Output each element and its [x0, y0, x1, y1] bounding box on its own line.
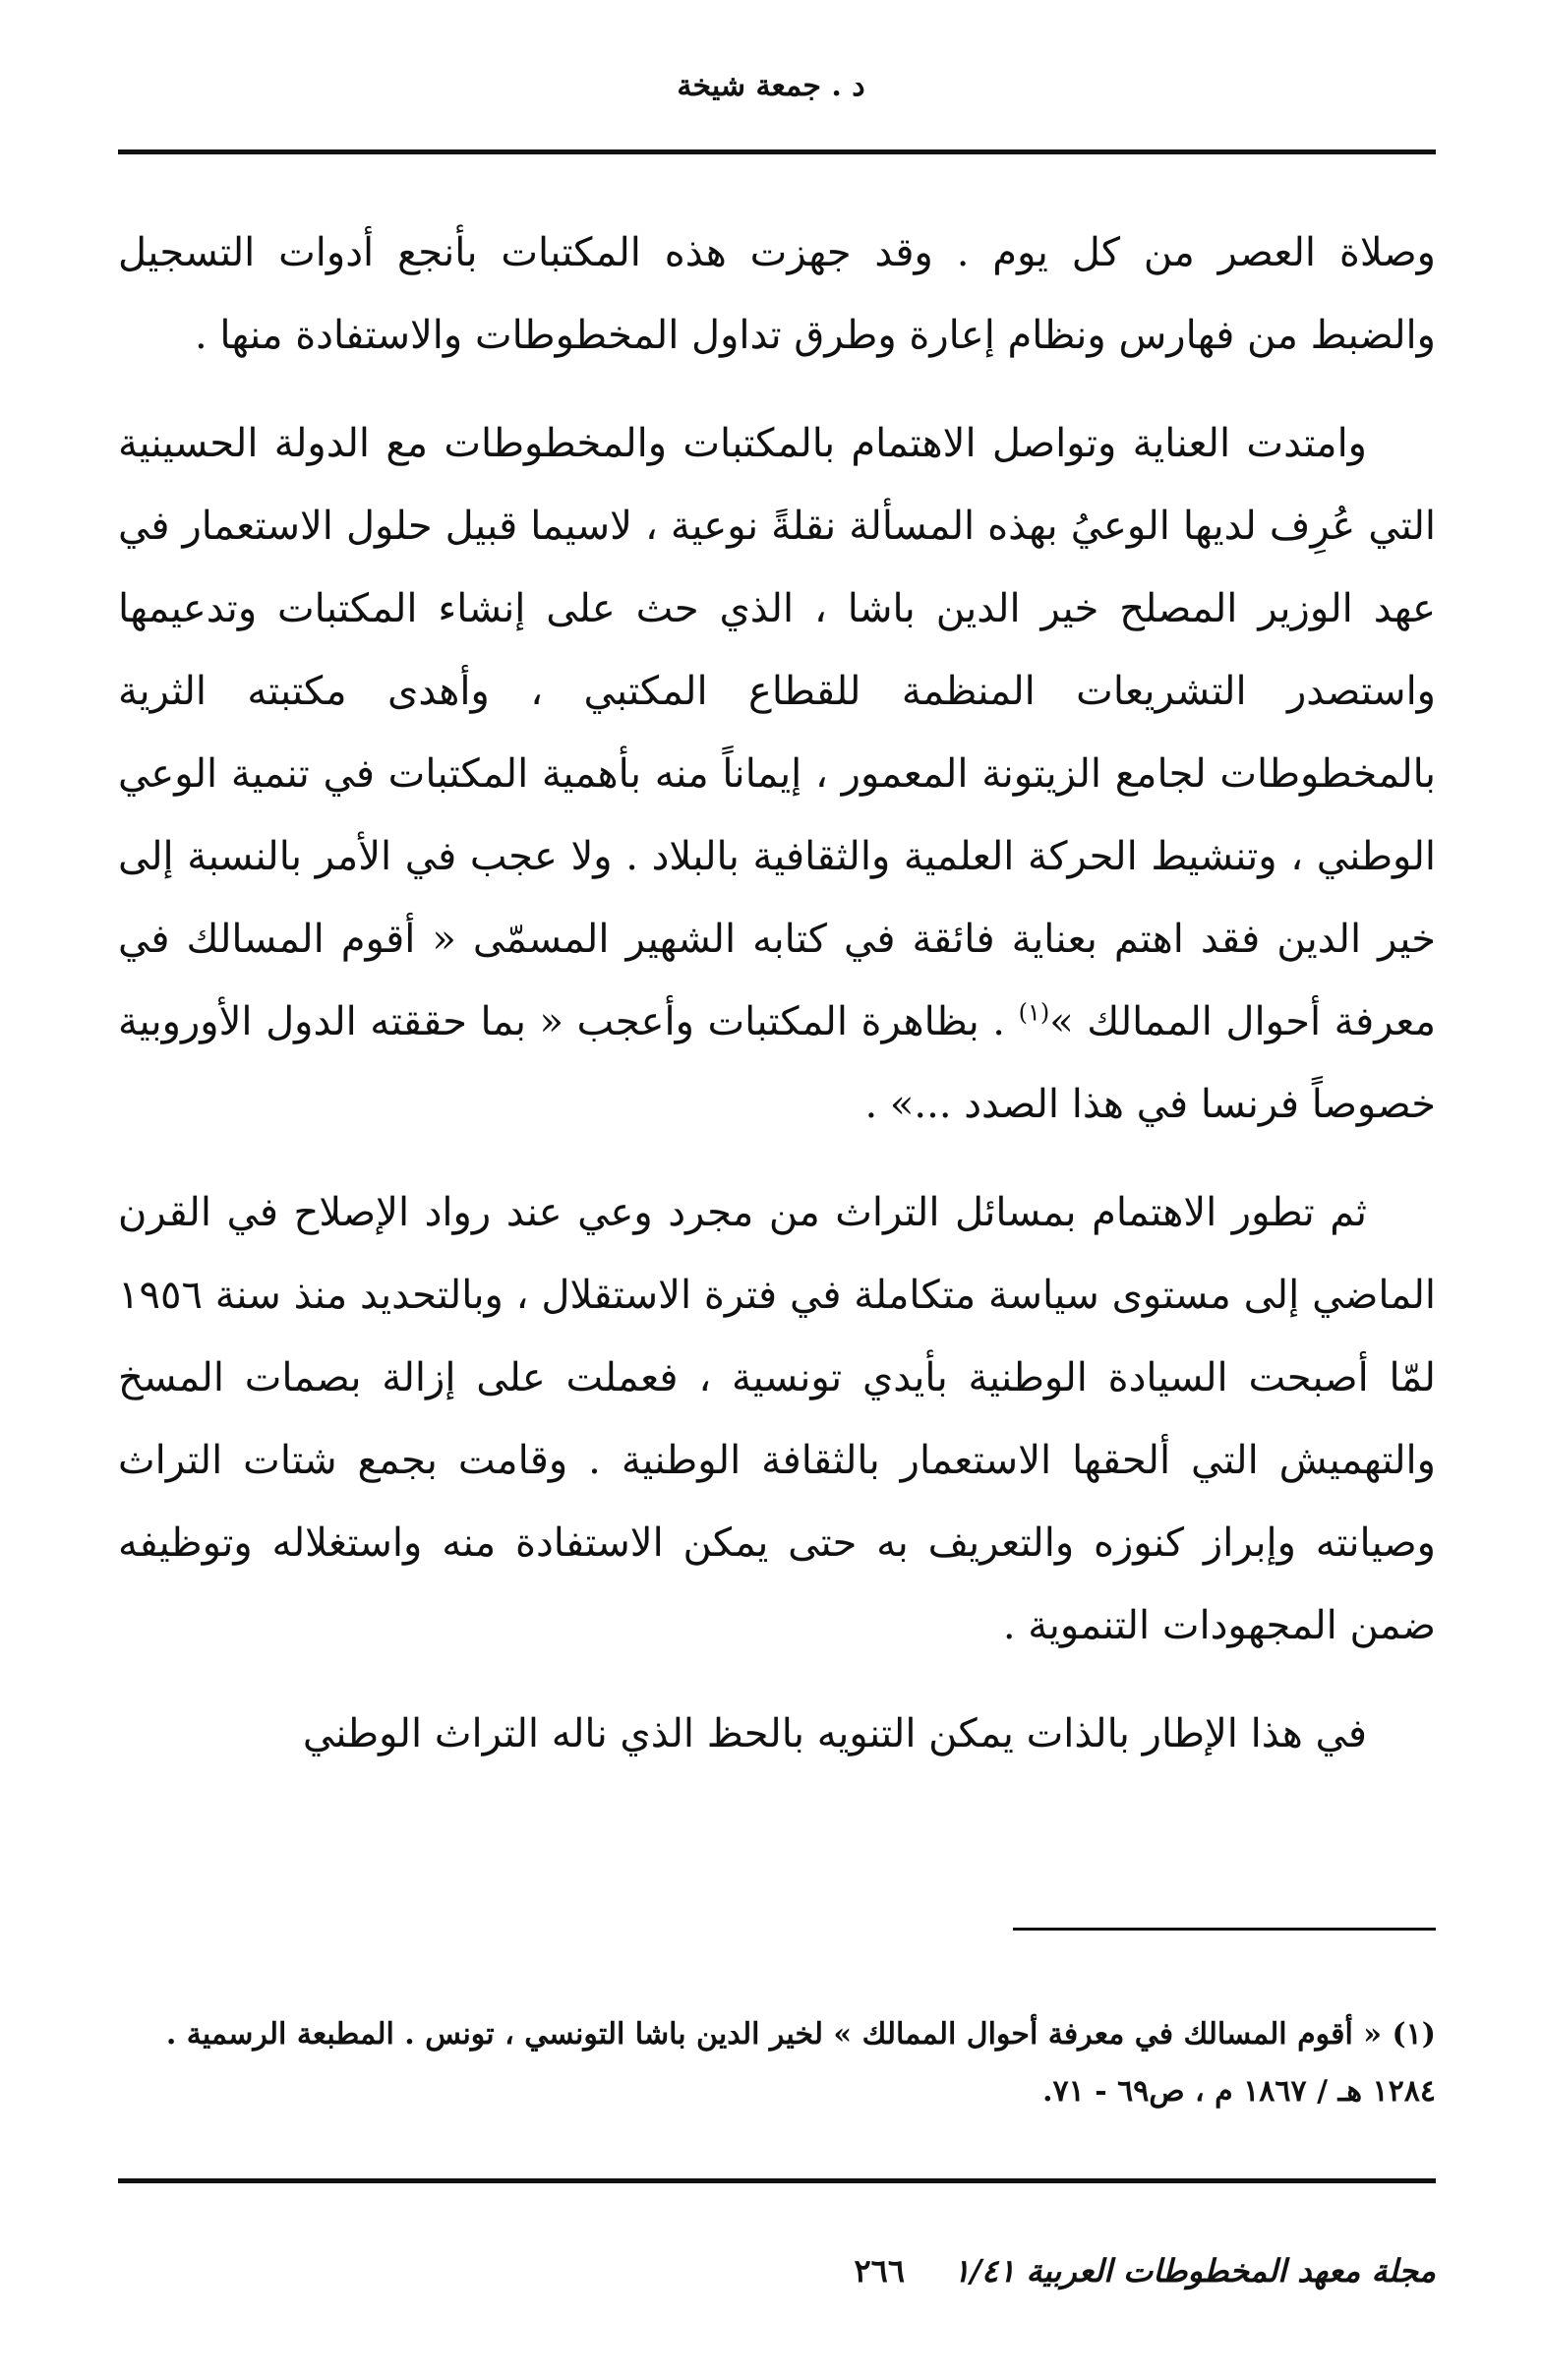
footnote [118, 2006, 1436, 2120]
paragraph-4: في هذا الإطار بالذات يمكن التنويه بالحظ الذي ناله التراث الوطني [302, 1711, 1367, 1756]
header-rule [118, 149, 1436, 154]
footnote-marker[interactable]: (١) [1018, 998, 1050, 1027]
footnote-separator [1013, 1928, 1436, 1931]
body-text [118, 211, 1436, 1775]
paragraph-3: ثم تطور الاهتمام بمسائل التراث من مجرد وعي عند رواد الإصلاح في القرن الماضي إلى مستوى سياسة متكاملة في فترة الاستقلال ، وبالتحديد منذ سنة ١٩٥٦ لمّا أصبحت السيادة الوطنية بأيدي تونسية ، فعملت على إزالة بصمات المسخ والتهميش التي ألحقها الاستعمار بالثقافة الوطنية . وقامت بجمع شتات التراث وصيانته وإبراز كنوزه والتعريف به حتى يمكن الاستفادة منه واستغلاله وتوظيفه ضمن المجهودات التنموية . [118, 1190, 1436, 1648]
paragraph-2 [118, 402, 1436, 1146]
paragraph-1: وصلاة العصر من كل يوم . وقد جهزت هذه المكتبات بأنجع أدوات التسجيل والضبط من فهارس ونظام إعارة وطرق تداول المخطوطات والاستفادة منها . [118, 230, 1436, 358]
page-number: ٢٦٦ [854, 2252, 905, 2290]
paragraph-2-tail: . بظاهرة المكتبات وأعجب « بما حققته الدول الأوروبية خصوصاً فرنسا في هذا الصدد ...» . [118, 999, 1436, 1127]
footnote-line-1: (١) « أقوم المسالك في معرفة أحوال الممالك » لخير الدين باشا التونسي ، تونس . المطبعة الرسمية . [165, 2017, 1436, 2052]
footer-rule [118, 2178, 1436, 2183]
footnote-line-2: ١٢٨٤ هـ / ١٨٦٧ م ، ص٦٩ - ٧١. [1042, 2074, 1436, 2109]
journal-title: مجلة معهد المخطوطات العربية ١/٤١ [953, 2252, 1436, 2290]
running-head-author: د . جمعة شيخة [677, 69, 865, 103]
paragraph-2-text: وامتدت العناية وتواصل الاهتمام بالمكتبات والمخطوطات مع الدولة الحسينية التي عُرِف لديها الوعيُ بهذه المسألة نقلةً نوعية ، لاسيما قبيل حلول الاستعمار في عهد الوزير المصلح خير الدين باشا ، الذي حث على إنشاء المكتبات وتدعيمها واستصدر التشريعات المنظمة للقطاع المكتبي ، وأهدى مكتبته الثرية بالمخطوطات لجامع الزيتونة المعمور ، إيماناً منه بأهمية المكتبات في تنمية الوعي الوطني ، وتنشيط الحركة العلمية والثقافية بالبلاد . ولا عجب في الأمر بالنسبة إلى خير الدين فقد اهتم بعناية فائقة في كتابه الشهير المسمّى « أقوم المسالك في معرفة أحوال الممالك » [118, 421, 1436, 1044]
page-footer [118, 2252, 1436, 2301]
